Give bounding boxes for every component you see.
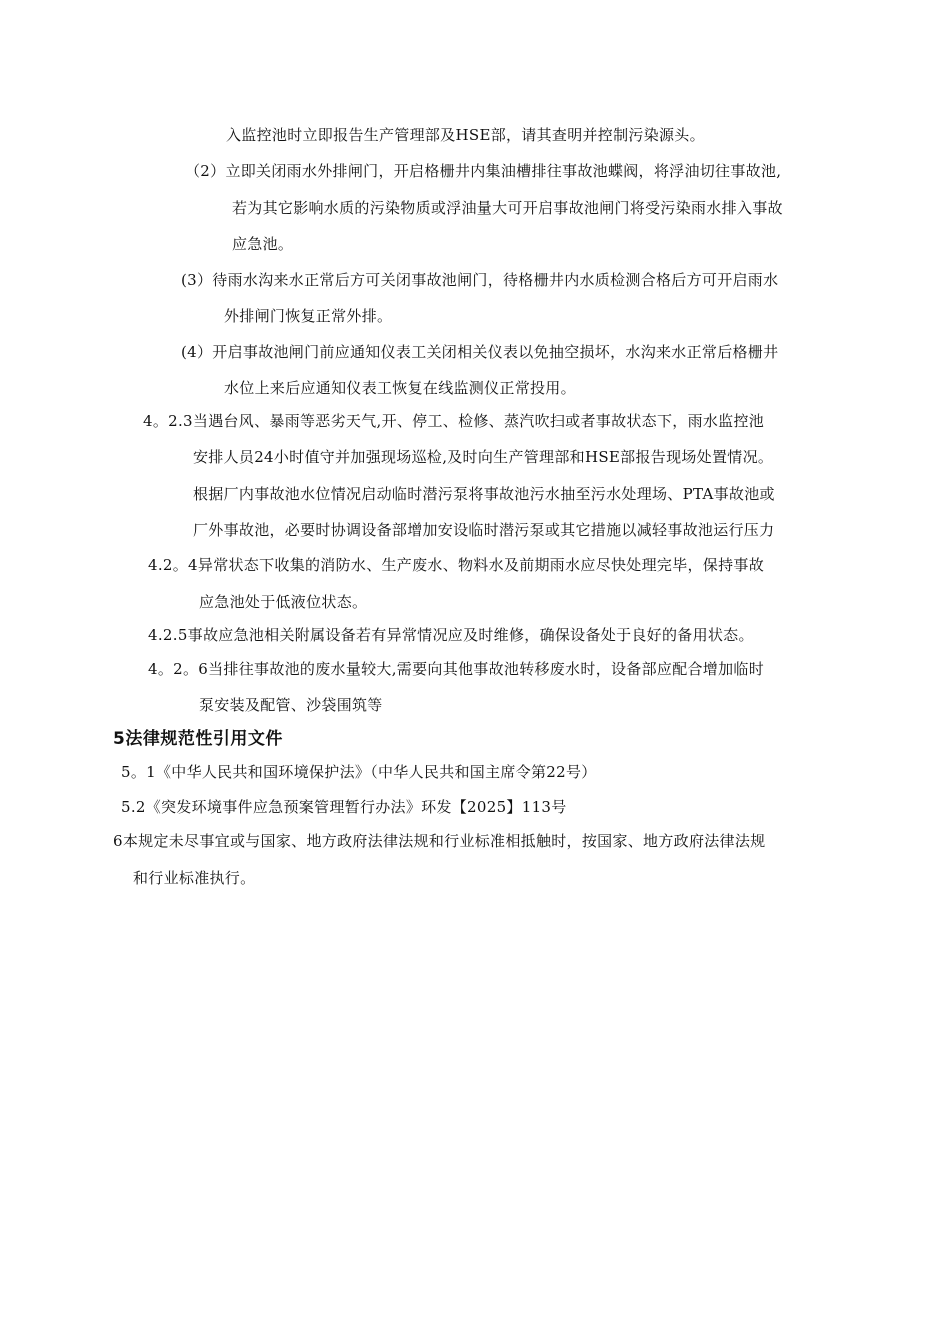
section-6-line: 6本规定未尽事宜或与国家、地方政府法律法规和行业标准相抵触时，按国家、地方政府法律法规 (113, 832, 766, 850)
list-item-3-line: (3）待雨水沟来水正常后方可关闭事故池闸门，待格栅井内水质检测合格后方可开启雨水 (181, 271, 779, 289)
list-item-2-line: 应急池。 (232, 235, 294, 253)
clause-4-2-3-line: 根据厂内事故池水位情况启动临时潜污泵将事故池污水抽至污水处理场、PTA事故池或 (193, 485, 775, 503)
clause-4-2-3-line: 安排人员24小时值守并加强现场巡检,及时向生产管理部和HSE部报告现场处置情况。 (193, 448, 774, 466)
clause-4-2-4-line: 4.2。4异常状态下收集的消防水、生产废水、物料水及前期雨水应尽快处理完毕，保持事故 (148, 556, 765, 574)
clause-4-2-4-line: 应急池处于低液位状态。 (199, 593, 368, 611)
clause-4-2-5-line: 4.2.5事故应急池相关附属设备若有异常情况应及时维修，确保设备处于良好的备用状态。 (148, 626, 754, 644)
list-item-2-line: 若为其它影响水质的污染物质或浮油量大可开启事故池闸门将受污染雨水排入事故 (232, 199, 783, 217)
paragraph-line: 入监控池时立即报告生产管理部及HSE部，请其查明并控制污染源头。 (226, 126, 705, 144)
reference-5-2: 5.2《突发环境事件应急预案管理暂行办法》环发【2025】113号 (121, 798, 567, 816)
list-item-3-line: 外排闸门恢复正常外排。 (224, 307, 393, 325)
list-item-4-line: (4）开启事故池闸门前应通知仪表工关闭相关仪表以免抽空损坏，水沟来水正常后格栅井 (181, 343, 779, 361)
list-item-4-line: 水位上来后应通知仪表工恢复在线监测仪正常投用。 (224, 379, 576, 397)
clause-4-2-6-line: 泵安装及配管、沙袋围筑等 (199, 696, 383, 714)
clause-4-2-3-line: 4。2.3当遇台风、暴雨等恶劣天气,开、停工、检修、蒸汽吹扫或者事故状态下，雨水监控池 (143, 412, 765, 430)
section-6-line: 和行业标准执行。 (133, 869, 256, 887)
clause-4-2-6-line: 4。2。6当排往事故池的废水量较大,需要向其他事故池转移废水时，设备部应配合增加临时 (148, 660, 765, 678)
clause-4-2-3-line: 厂外事故池，必要时协调设备部增加安设临时潜污泵或其它措施以减轻事故池运行压力 (193, 521, 775, 539)
reference-5-1: 5。1《中华人民共和国环境保护法》（中华人民共和国主席令第22号） (121, 763, 597, 781)
section-5-heading: 5法律规范性引用文件 (113, 729, 283, 749)
list-item-2-line: （2）立即关闭雨水外排闸门，开启格栅井内集油槽排往事故池蝶阀，将浮油切往事故池, (185, 162, 782, 180)
